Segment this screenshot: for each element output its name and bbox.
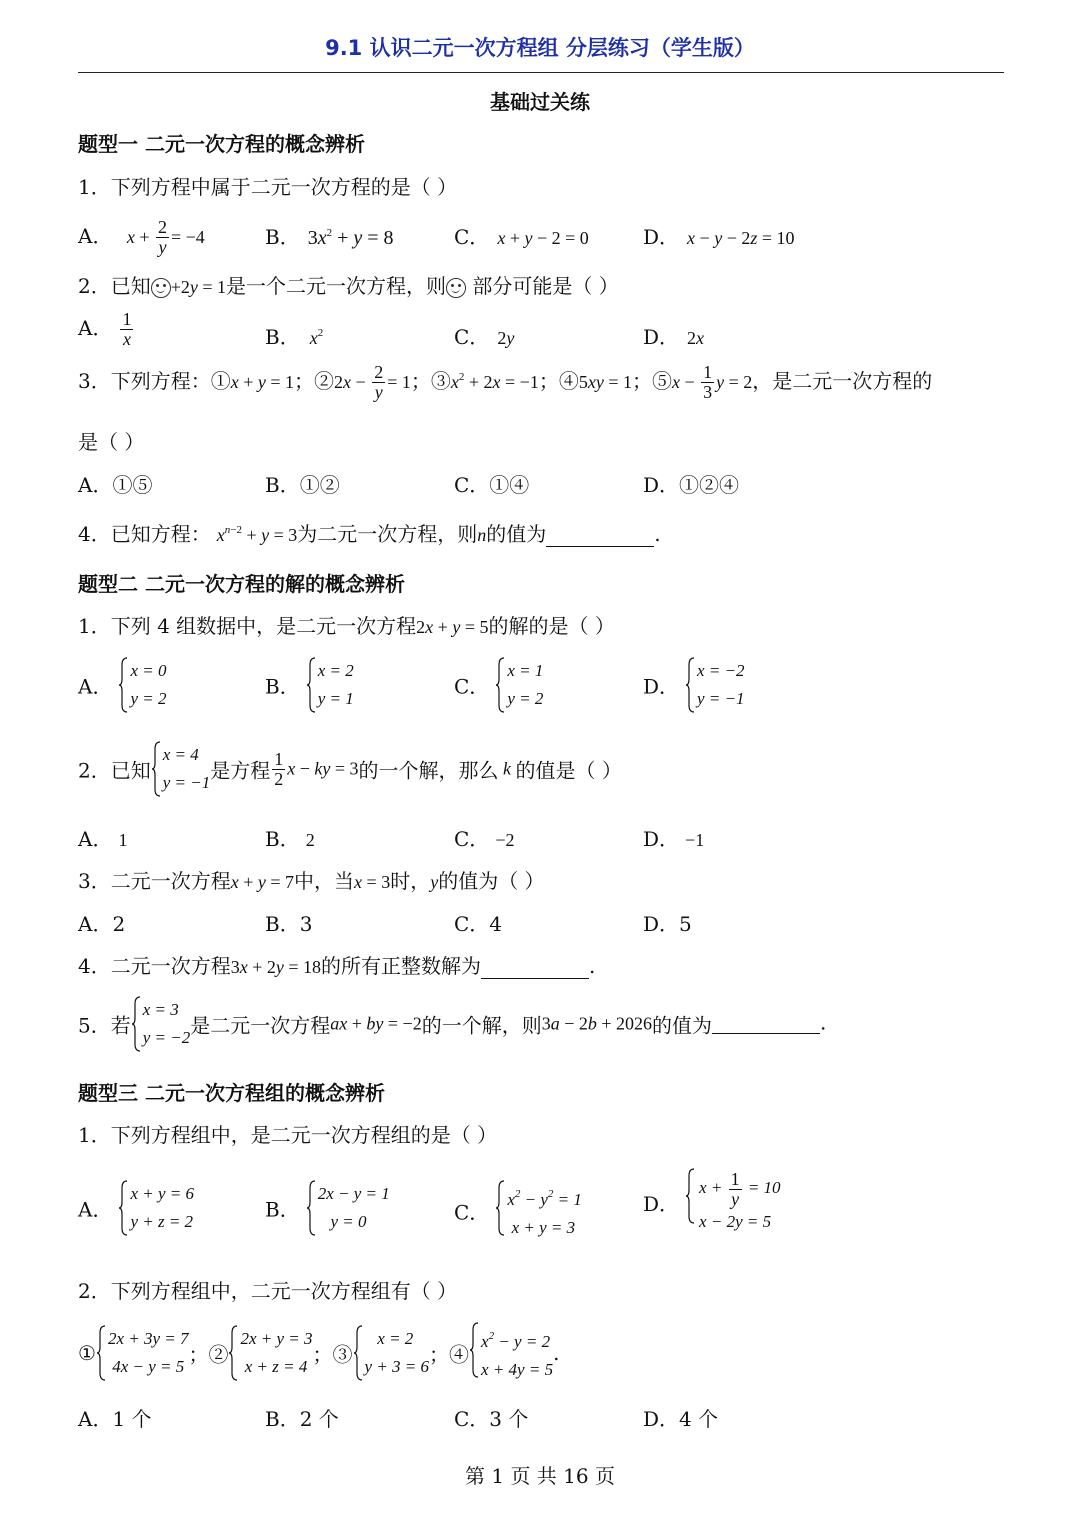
s2-q1-option-c: C． x = 1 y = 2 [454,657,543,713]
s2-q3-option-a: A．2 [78,912,126,936]
s3-q2-option-c: C．3 个 [454,1407,529,1431]
s2-q2-option-c: C． −2 [454,827,515,851]
smiley-icon [151,278,171,298]
s2-q3-option-b: B．3 [265,912,313,936]
s3-q1-option-a: A． x + y = 6 y + z = 2 [78,1180,194,1236]
s1-q4-stem: 4．已知方程： $x^{n-2} + y = 3$为二元一次方程，则n的值为 . [78,522,661,546]
s1-q1-option-d: D． x − y − 2z = 10 [643,225,795,249]
section-title-1: 题型一 二元一次方程的概念辨析 [78,132,365,156]
header-rule [78,72,1004,73]
s1-q2-option-a: A． $\frac{1}{x}$ [78,309,132,349]
smiley-icon [446,278,466,298]
answer-blank[interactable] [546,527,654,547]
s2-q1-option-a: A． x = 0 y = 2 [78,657,166,713]
s2-q1-option-b: B． x = 2 y = 1 [265,657,354,713]
page-header-title: 9.1 认识二元一次方程组 分层练习（学生版） [325,36,755,60]
s1-q1-stem: 1．下列方程中属于二元一次方程的是（ ） [78,175,458,199]
s2-q4-stem: 4．二元一次方程3x + 2y = 18的所有正整数解为 . [78,954,596,978]
s2-q3-stem: 3．二元一次方程x + y = 7中，当x = 3时，y的值为（ ） [78,869,545,893]
s2-q3-option-c: C．4 [454,912,503,936]
s3-q2-option-d: D．4 个 [643,1407,719,1431]
answer-blank[interactable] [481,959,589,979]
s2-q2-option-a: A． 1 [78,827,128,851]
s1-q3-stem: 3．下列方程：①x + y = 1；②2x − $\frac{2}{y}$ = 1；$③x^2 + 2x = -1$；④5xy = 1；⑤x − $\frac{1}{3}$ y = 2，是二元一次方程的 [78,362,933,402]
s3-q1-option-d: D． x + $\frac{1}{y}$ = 10 x − 2y = 5 [643,1168,781,1232]
s1-q2-stem: 2．已知 +2y = 1是一个二元一次方程，则 部分可能是（ ） [78,274,619,298]
s2-q1-option-d: D． x = −2 y = −1 [643,657,745,713]
s1-q3-option-b: B．①② [265,473,340,497]
s1-q2-option-d: D． 2x [643,325,705,349]
s2-q3-option-d: D．5 [643,912,692,936]
s3-q2-stem: 2．下列方程组中，二元一次方程组有（ ） [78,1279,458,1303]
s3-q1-stem: 1．下列方程组中，是二元一次方程组的是（ ） [78,1123,498,1147]
answer-blank[interactable] [712,1014,820,1034]
section-title-3: 题型三 二元一次方程组的概念辨析 [78,1081,385,1105]
s1-q1-option-a: A． x + $\frac{2}{y}$ = −4 [78,217,205,257]
section-group-title: 基础过关练 [490,90,590,114]
s1-q1-option-c: C． x + y − 2 = 0 [454,225,589,249]
s2-q2-stem: 2．已知 x = 4 y = −1 是方程 $\frac{1}{2}$ x − ky = 3的一个解，那么 k 的值是（ ） [78,741,622,797]
s3-q2-option-a: A．1 个 [78,1407,152,1431]
s2-q2-option-d: D． −1 [643,827,705,851]
s1-q3-option-a: A．①⑤ [78,473,153,497]
s3-q1-option-b: B． 2x − y = 1 y = 0 [265,1180,390,1236]
section-title-2: 题型二 二元一次方程的解的概念辨析 [78,572,405,596]
s1-q3-stem-line2: 是（ ） [78,430,145,454]
s1-q3-option-d: D．①②④ [643,473,740,497]
s1-q2-option-b: B． $x^2$ [265,325,324,349]
s3-q1-option-c: C． $x^2 - y^2 = 1$ x + y = 3 [454,1180,582,1242]
s2-q5-stem: 5．若 x = 3 y = −2 是二元一次方程ax + by = −2的一个解，则3a − 2b + 2026的值为 . [78,996,826,1052]
page-footer: 第 1 页 共 16 页 [465,1464,615,1488]
s1-q1-option-b: B． $3x^2 + y = 8$ [265,225,394,249]
s2-q2-option-b: B． 2 [265,827,315,851]
s3-q2-option-b: B．2 个 [265,1407,339,1431]
s1-q3-option-c: C．①④ [454,473,530,497]
s3-q2-systems: ① 2x + 3y = 7 4x − y = 5 ；② 2x + y = 3 x + z = 4 ；③ x = 2 y + 3 = 6 ；④ $x^2 - y = 2$ x + 4y = 5 . [78,1322,559,1384]
s2-q1-stem: 1．下列 4 组数据中，是二元一次方程2x + y = 5的解的是（ ） [78,614,615,638]
s1-q2-option-c: C． 2y [454,325,515,349]
